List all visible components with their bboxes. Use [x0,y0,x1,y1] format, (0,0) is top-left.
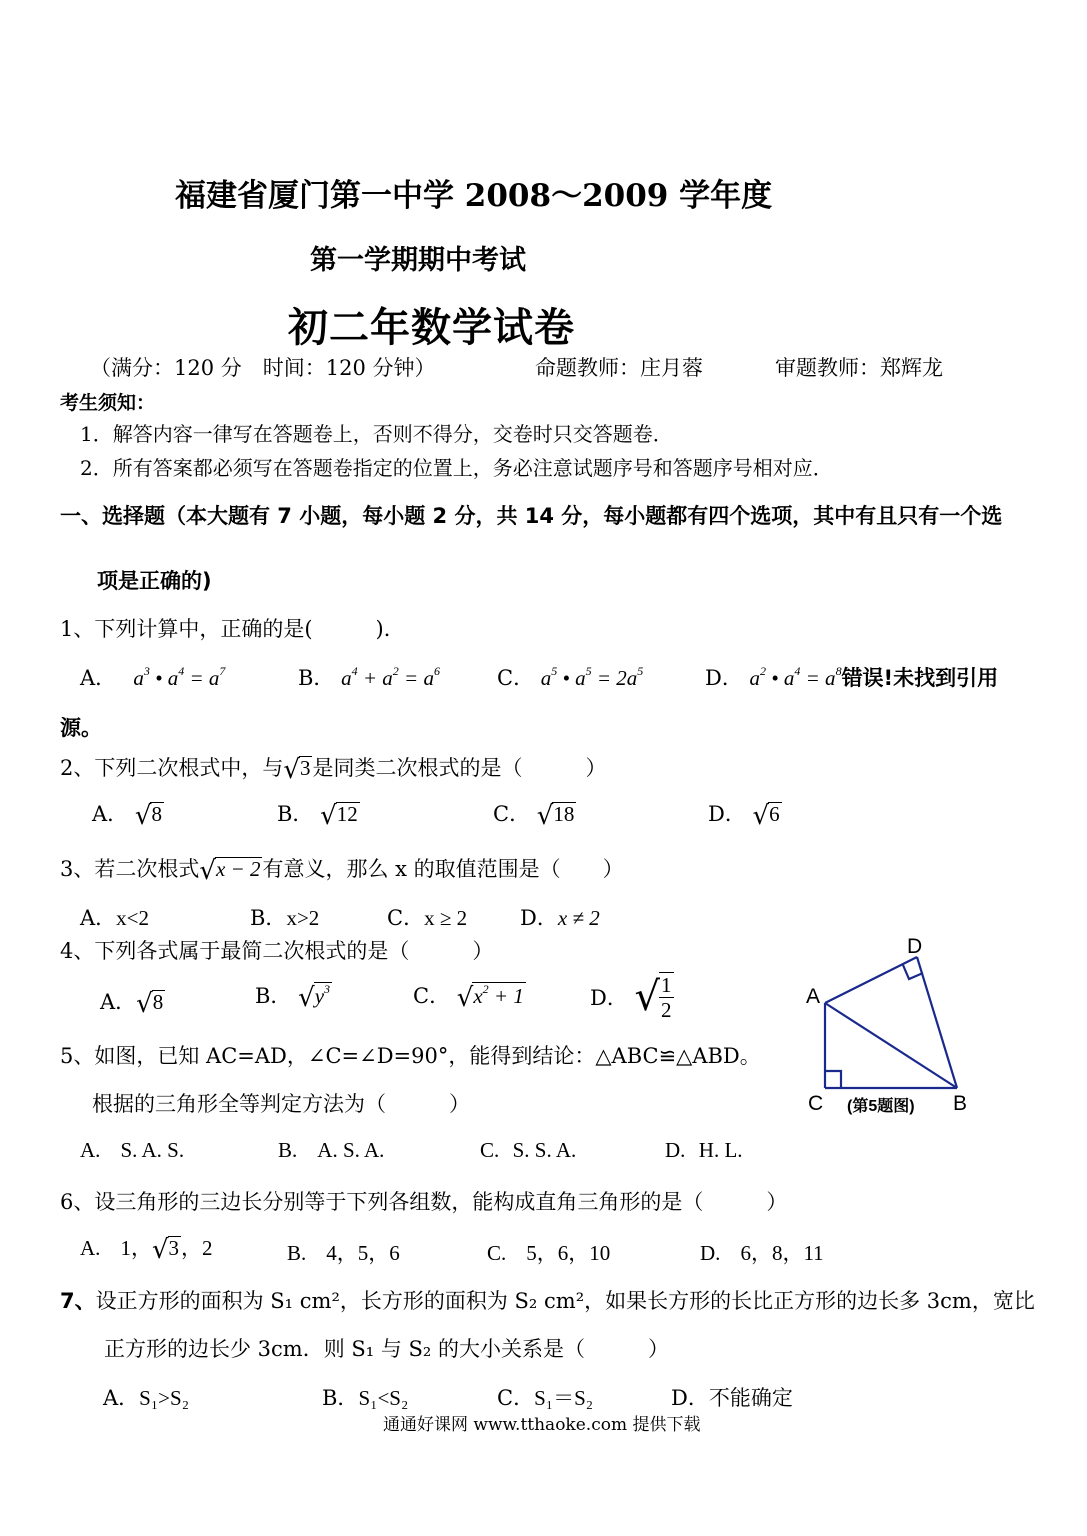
vertex-a-label: A [806,985,821,1008]
math-expression: $a^3$ • $a^4 = a^7$ [122,664,226,690]
option-label: B． [322,1386,359,1410]
q3-stem [60,853,624,886]
option-text: 不能确定 [708,1386,793,1410]
option-label: D． [708,802,746,826]
option-label: C． [497,666,535,690]
option-label: B． [277,802,314,826]
q7-option-b [322,1382,408,1412]
q7-number: 7、 [60,1289,96,1313]
math-expression: $a^5$ • $a^5 = 2a^5$ [540,664,644,690]
option-text: A. S. A. [317,1138,385,1162]
vertex-d-label: D [907,935,923,958]
q1-option-d [705,662,998,692]
option-label: A. [80,1236,101,1260]
segment-ab [825,1003,957,1088]
option-text: ，2 [181,1236,213,1260]
radical-sign: √ [320,801,337,831]
segment-ad [825,957,917,1003]
triangle-figure [795,930,985,1120]
right-angle-c [825,1071,841,1088]
option-label: A． [103,1386,140,1410]
radicand: $y^3$ [314,982,331,1008]
q3-stem-pre: 3、若二次根式 [60,857,200,881]
radicand: $x^2 + 1$ [473,982,524,1008]
q1-option-b [298,662,440,692]
notes-heading: 考生须知： [60,392,156,414]
radicand: x − 2 [215,857,261,881]
option-text: x ≥ 2 [424,906,468,930]
option-text: S₁＝S₂ [534,1386,594,1410]
note-item: 1．解答内容一律写在答题卷上，否则不得分，交卷时只交答题卷． [80,422,673,446]
option-label: C． [387,906,425,930]
q6-stem: 6、设三角形的三边长分别等于下列各组数，能构成直角三角形的是（ ） [60,1190,788,1214]
option-text: S. S. A. [512,1138,577,1162]
option-text: S₁>S₂ [139,1386,190,1410]
option-text: x>2 [286,906,320,930]
q2-stem-post: 是同类二次根式的是（ ） [312,756,607,780]
option-text: 6，8，11 [740,1241,824,1265]
exam-title: 初二年数学试卷 [288,304,575,351]
radical-sign: √ [151,1235,169,1265]
option-label: B. [278,1138,298,1162]
option-label: A． [92,802,129,826]
option-label: B． [298,666,335,690]
vertex-b-label: B [953,1092,968,1115]
option-label: A． [100,990,137,1014]
radicand: 3 [168,1236,180,1260]
q6-option-d [700,1237,824,1267]
option-label: D． [590,986,628,1011]
option-label: C. [480,1138,500,1162]
footer-watermark: 通通好课网 www.tthaoke.com 提供下载 [383,1415,701,1435]
math-expression: $a^4 + a^2 = a^6$ [341,664,440,690]
q5-option-a [80,1138,184,1163]
radical-sign: √ [199,856,216,886]
term-title: 第一学期期中考试 [310,245,526,276]
q5-stem: 5、如图，已知 AC=AD，∠C=∠D=90°，能得到结论：△ABC≌△ABD。 [60,1044,761,1068]
q4-option-c [413,980,526,1013]
option-label: C. [487,1241,507,1265]
q4-option-b [255,980,332,1013]
option-label: B. [287,1241,307,1265]
q3-stem-post: 有意义，那么 x 的取值范围是（ ） [262,857,624,881]
q7-stem [60,1285,1035,1315]
q5-option-d [665,1138,743,1163]
radical-sign: √ [456,983,474,1013]
option-text: H. L. [698,1138,743,1162]
section-title-cont: 项是正确的) [97,569,212,593]
option-text: 1， [120,1236,152,1260]
figure-caption: (第5题图) [847,1098,915,1115]
option-text: 5，6，10 [526,1241,611,1265]
q2-stem-pre: 2、下列二次根式中，与 [60,756,284,780]
option-label: A． [80,666,117,690]
numerator: 1 [661,973,672,997]
radical-sign: √ [634,974,661,1021]
radical-sign: √ [298,983,315,1013]
option-label: B． [255,984,292,1008]
score-time: （满分：120 分 时间：120 分钟） [90,356,436,380]
q4-stem: 4、下列各式属于最简二次根式的是（ ） [60,939,494,963]
option-label: B． [250,906,287,930]
q5-option-c [480,1138,576,1163]
q7-option-d [671,1382,793,1412]
q7-option-a [103,1382,189,1412]
q3-option-a [80,902,149,932]
q1-option-a [80,662,225,692]
q4-option-d [590,972,674,1022]
q2-option-b [277,798,360,831]
q3-option-b [250,902,319,932]
author: 命题教师：庄月蓉 [535,356,703,380]
option-text: S₁<S₂ [358,1386,409,1410]
radicand: 18 [553,802,575,826]
radicand: 8 [151,802,162,826]
radical-sign: √ [283,755,300,785]
option-label: D． [520,906,558,930]
option-label: D． [705,666,743,690]
math-expression: $a^2$ • $a^4 = a^8$ [749,664,842,690]
q1-stem: 1、下列计算中，正确的是( )． [60,617,405,641]
option-label: C． [493,802,531,826]
q7-stem-text: 设正方形的面积为 S₁ cm²，长方形的面积为 S₂ cm²，如果长方形的长比正方形的边长多 3cm，宽比 [95,1289,1035,1313]
radicand: 8 [152,990,164,1014]
q1-option-c [497,662,643,692]
segment-db [917,957,957,1088]
q5-stem-2: 根据的三角形全等判定方法为（ ） [92,1092,470,1116]
radicand: 3 [299,756,311,780]
option-label: A. [80,1138,101,1162]
option-text: x<2 [116,906,150,930]
q7-option-c [497,1382,593,1412]
reviewer: 审题教师：郑辉龙 [775,356,943,380]
section-title: 一、选择题（本大题有 7 小题，每小题 2 分，共 14 分，每小题都有四个选项，其中有且只有一个选 [60,504,1003,528]
radical-sign: √ [134,801,152,831]
denominator: 2 [661,998,672,1023]
q3-option-d [520,902,600,932]
q4-option-a [100,986,165,1019]
option-text: x ≠ 2 [557,906,600,930]
q3-option-c [387,902,467,932]
school-title: 福建省厦门第一中学 2008～2009 学年度 [175,178,773,214]
option-label: C． [497,1386,535,1410]
option-label: C． [413,984,451,1008]
radicand: 6 [769,802,780,826]
q2-option-a [92,798,164,831]
q2-option-d [708,798,782,831]
error-note-tail: 源。 [60,716,102,740]
option-label: D． [671,1386,709,1410]
option-text: 4，5，6 [326,1241,400,1265]
radicand: 12 [336,802,358,826]
option-text: S. A. S. [120,1138,185,1162]
error-note: 错误!未找到引用 [841,666,999,690]
q5-option-b [278,1138,384,1163]
option-label: D. [665,1138,686,1162]
q7-stem-2: 正方形的边长少 3cm．则 S₁ 与 S₂ 的大小关系是（ ） [104,1337,670,1361]
q6-option-c [487,1237,610,1267]
radical-sign: √ [136,989,153,1019]
radical-sign: √ [536,801,554,831]
q2-stem [60,752,606,785]
q6-option-b [287,1237,400,1267]
fraction [659,972,674,1022]
q6-option-a [80,1232,213,1265]
note-item: 2．所有答案都必须写在答题卷指定的位置上，务必注意试题序号和答题序号相对应． [80,456,833,480]
option-label: A． [80,906,117,930]
vertex-c-label: C [808,1092,824,1115]
radical-sign: √ [752,801,770,831]
option-label: D. [700,1241,721,1265]
q2-option-c [493,798,576,831]
